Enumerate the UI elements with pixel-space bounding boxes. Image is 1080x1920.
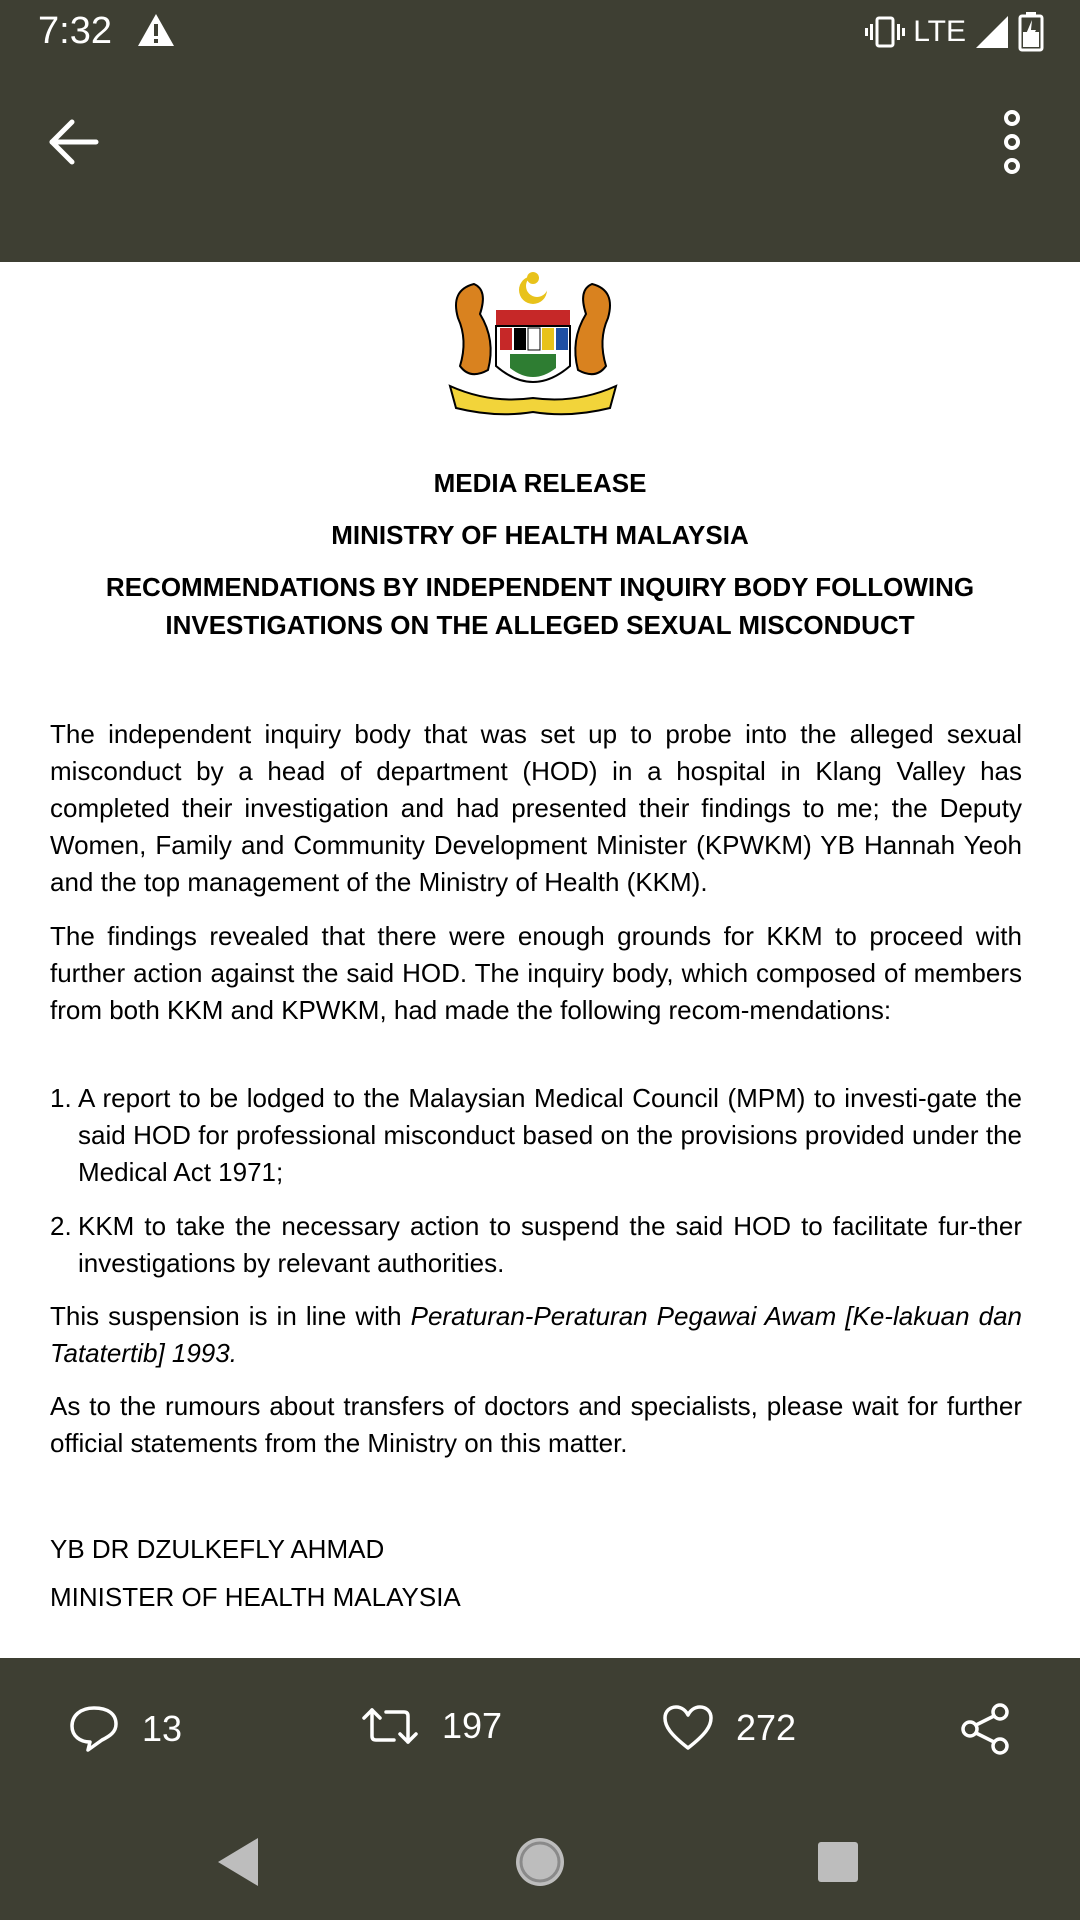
list-item [50, 1208, 1022, 1282]
tweet-action-bar [0, 1658, 1080, 1802]
list-item [50, 1080, 1022, 1191]
back-arrow-icon[interactable] [44, 112, 104, 172]
heading-media-release: MEDIA RELEASE [433, 468, 647, 498]
retweet-count: 197 [442, 1705, 503, 1746]
paragraph-3-text: This suspension is in line with [50, 1301, 411, 1331]
signature-name: YB DR DZULKEFLY AHMAD [50, 1534, 385, 1564]
share-icon[interactable] [958, 1702, 1012, 1756]
coat-of-arms-icon [440, 270, 626, 418]
like-icon [662, 1704, 714, 1752]
status-icons [865, 10, 1044, 54]
vibrate-icon [865, 14, 905, 50]
reply-icon [68, 1704, 120, 1754]
like-button[interactable] [662, 1704, 796, 1752]
more-options-icon[interactable] [990, 106, 1034, 178]
status-time: 7:32 [38, 10, 112, 52]
list-number: 1. [50, 1083, 72, 1113]
status-bar [0, 0, 1080, 64]
retweet-icon [360, 1704, 420, 1748]
list-text: KKM to take the necessary action to suspend the said HOD to facilitate fur-ther investigations by relevant authorities. [78, 1211, 1022, 1278]
reply-count: 13 [142, 1708, 183, 1749]
list-text: A report to be lodged to the Malaysian Medical Council (MPM) to investi-gate the said HOD for professional misconduct based on the provisions provided under the Medical Act 1971; [78, 1083, 1022, 1187]
heading-recommendations: RECOMMENDATIONS BY INDEPENDENT INQUIRY BODY FOLLOWING INVESTIGATIONS ON THE ALLEGED SEXUAL MISCONDUCT [105, 572, 975, 640]
nav-back-icon[interactable] [206, 1830, 270, 1894]
like-count: 272 [736, 1707, 797, 1748]
paragraph-4: As to the rumours about transfers of doctors and specialists, please wait for further official statements from the Ministry on this matter. [50, 1391, 1022, 1458]
list-number: 2. [50, 1211, 72, 1241]
signature-title: MINISTER OF HEALTH MALAYSIA [50, 1582, 461, 1612]
battery-icon [1018, 12, 1044, 52]
signal-icon [974, 14, 1010, 50]
heading-ministry: MINISTRY OF HEALTH MALAYSIA [331, 520, 749, 550]
regulation-title: Peraturan-Peraturan Pegawai Awam [Ke-lakuan dan Tatatertib] 1993. [50, 1301, 1022, 1368]
paragraph-2: The findings revealed that there were enough grounds for KKM to proceed with further action against the said HOD. The inquiry body, which composed of members from both KKM and KPWKM, had made the following recom-mendations: [50, 921, 1022, 1025]
paragraph-3 [50, 1298, 1022, 1372]
toolbar [0, 64, 1080, 262]
system-nav-bar [0, 1802, 1080, 1920]
nav-home-icon[interactable] [508, 1830, 572, 1894]
nav-recents-icon[interactable] [806, 1830, 870, 1894]
media-release-image[interactable] [0, 262, 1080, 1658]
retweet-button[interactable] [360, 1704, 502, 1748]
paragraph-1: The independent inquiry body that was set up to probe into the alleged sexual misconduct by a head of department (HOD) in a hospital in Klang Valley has completed their investigation and had presented their findings to me; the Deputy Women, Family and Community Development Minister (KPWKM) YB Hannah Yeoh and the top management of the Ministry of Health (KKM). [50, 719, 1022, 897]
network-type: LTE [913, 15, 966, 48]
warning-icon [136, 12, 176, 48]
reply-button[interactable] [68, 1704, 182, 1754]
